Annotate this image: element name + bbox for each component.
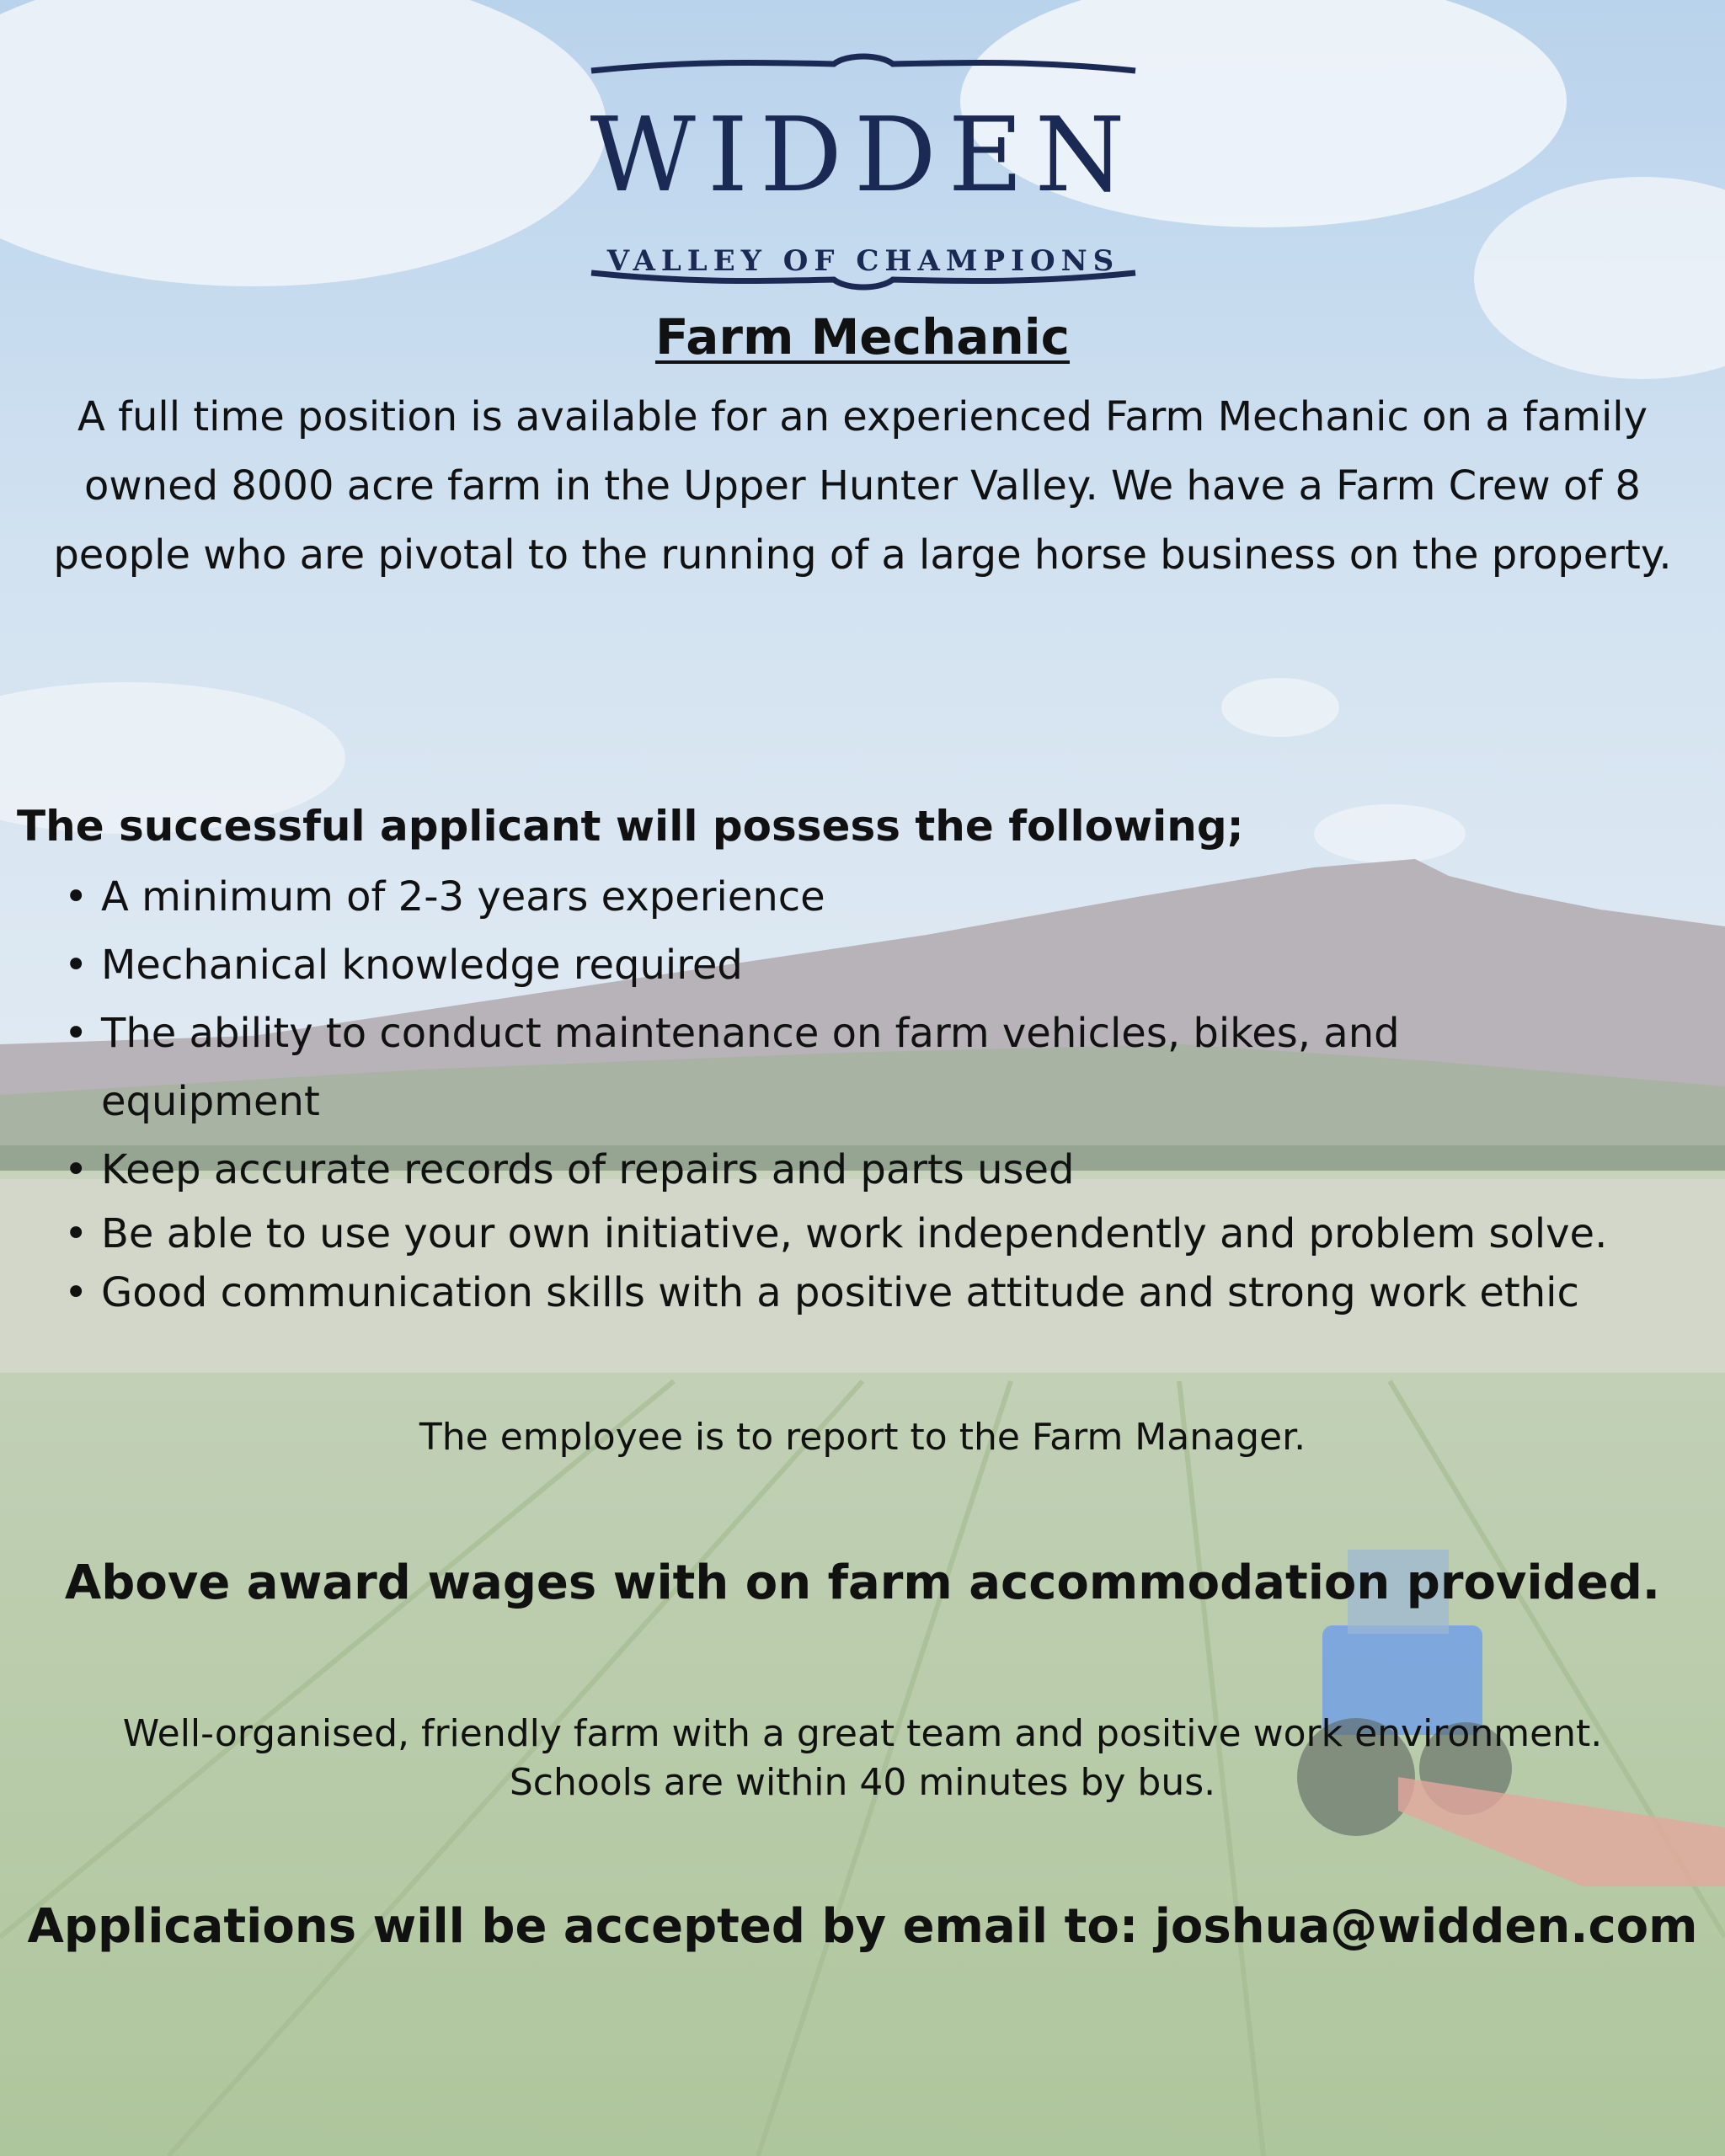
bullet-icon: • <box>64 1269 88 1316</box>
widden-logo <box>590 52 1137 296</box>
wages-line: Above award wages with on farm accommodation provided. <box>64 1556 1661 1610</box>
bullet-icon: • <box>64 1210 88 1257</box>
requirement-item <box>61 1136 1695 1204</box>
requirement-text: Keep accurate records of repairs and parts used <box>101 1146 1075 1193</box>
requirement-item <box>61 1204 1695 1263</box>
report-line: The employee is to report to the Farm Manager. <box>419 1416 1306 1459</box>
intro-paragraph: A full time position is available for an experienced Farm Mechanic on a family owned 8000 acre farm in the Upper Hunter Valley. We have a Farm Crew of 8 people who are pivotal to the running of a large horse business on the property. <box>53 393 1672 579</box>
environment-text <box>0 1710 1725 1807</box>
requirement-text: Good communication skills with a positive attitude and strong work ethic <box>101 1269 1579 1316</box>
environment-line-2: Schools are within 40 minutes by bus. <box>509 1761 1216 1804</box>
requirements-list <box>61 863 1695 1322</box>
requirement-text: Mechanical knowledge required <box>101 942 743 989</box>
logo-tagline: VALLEY OF CHAMPIONS <box>606 244 1120 278</box>
bullet-icon: • <box>64 1010 88 1057</box>
bullet-icon: • <box>64 873 88 921</box>
requirements-heading: The successful applicant will possess the following; <box>17 802 1244 851</box>
logo-wordmark: WIDDEN <box>590 95 1137 215</box>
job-title: Farm Mechanic <box>654 308 1070 366</box>
environment-line-1: Well-organised, friendly farm with a great team and positive work environment. <box>122 1712 1603 1755</box>
requirement-item <box>61 863 1695 931</box>
requirement-text: The ability to conduct maintenance on farm vehicles, bikes, and equipment <box>101 1010 1400 1125</box>
requirement-item <box>61 931 1695 1000</box>
application-instructions: Applications will be accepted by email to: joshua@widden.com <box>27 1899 1698 1954</box>
requirement-text: A minimum of 2-3 years experience <box>101 873 825 921</box>
bullet-icon: • <box>64 942 88 989</box>
bullet-icon: • <box>64 1146 88 1193</box>
requirement-item <box>61 1263 1695 1322</box>
requirement-text: Be able to use your own initiative, work independently and problem solve. <box>101 1210 1608 1257</box>
requirement-item <box>61 1000 1695 1136</box>
